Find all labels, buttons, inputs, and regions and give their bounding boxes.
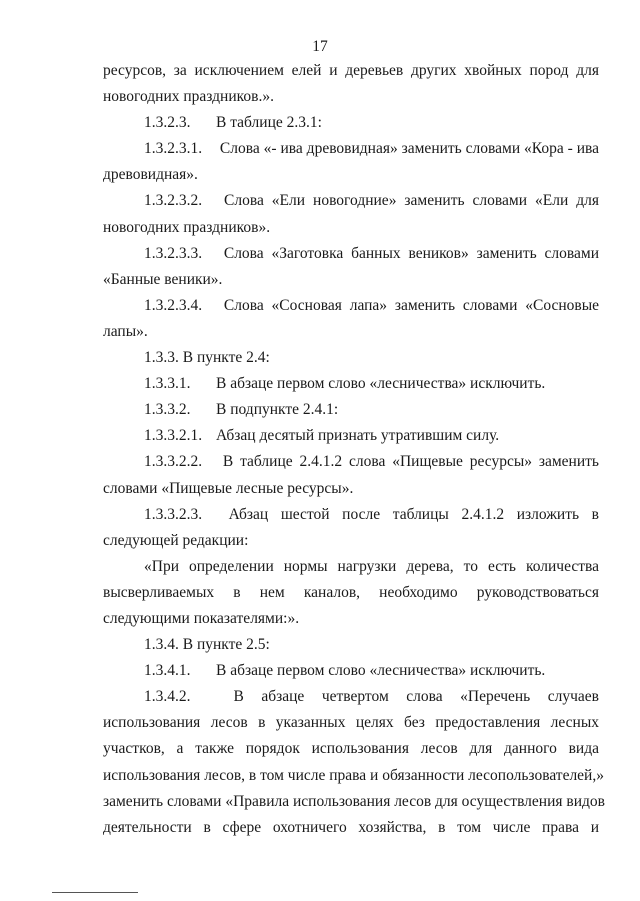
clause-number: 1.3.2.3.3. [144,244,203,262]
line-text: древовидная». [103,166,198,184]
clause-number: 1.3.3.2.2. [144,453,203,471]
line-text: Слова «Сосновая лапа» заменить словами «Сосновые [223,296,599,314]
clause-line [103,188,599,214]
line-text: заменить словами «Правила использования лесов для осуществления видов [103,792,605,810]
clause-number: 1.3.2.3.4. [144,296,203,314]
text-line [103,58,599,84]
line-text: Абзац десятый признать утратившим силу. [216,427,500,445]
line-text: В абзаце первом слово «лесничества» исключить. [216,662,546,680]
clause-line [103,136,599,162]
clause-number: 1.3.3.2. [144,401,191,419]
line-text: «При определении нормы нагрузки дерева, то есть количества [144,557,599,575]
line-text: В подпункте 2.4.1: [216,401,339,419]
line-text: В таблице 2.3.1: [216,114,322,132]
clause-number: 1.3.4.1. [144,662,191,680]
quote-line [103,554,599,580]
line-text: «Банные веники». [103,270,223,288]
clause-line [103,110,599,136]
clause-line [103,502,599,528]
text-line [103,789,605,815]
clause-number: 1.3.2.3.2. [144,192,203,210]
clause-line [103,684,599,710]
line-text: В таблице 2.4.1.2 слова «Пищевые ресурсы» заменить [222,453,599,471]
text-line [103,84,599,110]
text-line [103,763,604,789]
clause-line [103,449,599,475]
text-line [103,528,599,554]
line-text: новогодних праздников.». [103,88,274,106]
text-line [103,815,599,841]
text-line [103,476,599,502]
text-line [103,710,599,736]
clause-heading [103,345,599,371]
page-number: 17 [312,38,328,55]
clause-heading [103,632,599,658]
line-text: лапы». [103,322,148,340]
line-text: использования лесов, в том числе права и обязанности лесопользователей,» [103,766,604,784]
text-line [103,319,599,345]
line-text: словами «Пищевые лесные ресурсы». [103,479,354,497]
line-text: Слова «Заготовка банных веников» заменить словами [223,244,599,262]
clause-number: 1.3.3.2.1. [144,427,203,445]
line-text: Слова «- ива древовидная» заменить словами «Кора - ива [219,140,600,158]
clause-number: 1.3.4.2. [144,688,191,706]
clause-line [103,397,599,423]
footnote-divider [52,892,138,893]
line-text: следующими показателями:». [103,609,300,627]
line-text: 1.3.3. В пункте 2.4: [144,349,270,367]
text-line [103,267,599,293]
line-text: следующей редакции: [103,531,249,549]
line-text: ресурсов, за исключением елей и деревьев других хвойных пород для [103,62,599,79]
text-line [103,215,599,241]
line-text: Слова «Ели новогодние» заменить словами «Ели для [224,192,599,210]
quote-line [103,580,599,606]
line-text: В абзаце четвертом слова «Перечень случаев [233,688,599,706]
clause-line [103,658,599,684]
clause-line [103,371,599,397]
line-text: Абзац шестой после таблицы 2.4.1.2 изложить в [228,505,600,523]
line-text: деятельности в сфере охотничего хозяйства, в том числе права и [103,818,599,836]
clause-line [103,241,599,267]
document-body [103,58,605,841]
clause-number: 1.3.3.2.3. [144,505,203,523]
clause-line [103,293,599,319]
clause-number: 1.3.2.3. [144,114,191,132]
clause-line [103,423,599,449]
clause-number: 1.3.3.1. [144,375,191,393]
line-text: участков, а также порядок использования лесов для данного вида [103,740,599,758]
text-line [103,162,599,188]
line-text: высверливаемых в нем каналов, необходимо руководствоваться [103,583,599,601]
line-text: В абзаце первом слово «лесничества» исключить. [216,375,546,393]
line-text: использования лесов в указанных целях без предоставления лесных [103,714,599,732]
clause-number: 1.3.2.3.1. [144,140,203,158]
text-line [103,736,599,762]
quote-line [103,606,599,632]
line-text: 1.3.4. В пункте 2.5: [144,636,270,654]
line-text: новогодних праздников». [103,218,271,236]
